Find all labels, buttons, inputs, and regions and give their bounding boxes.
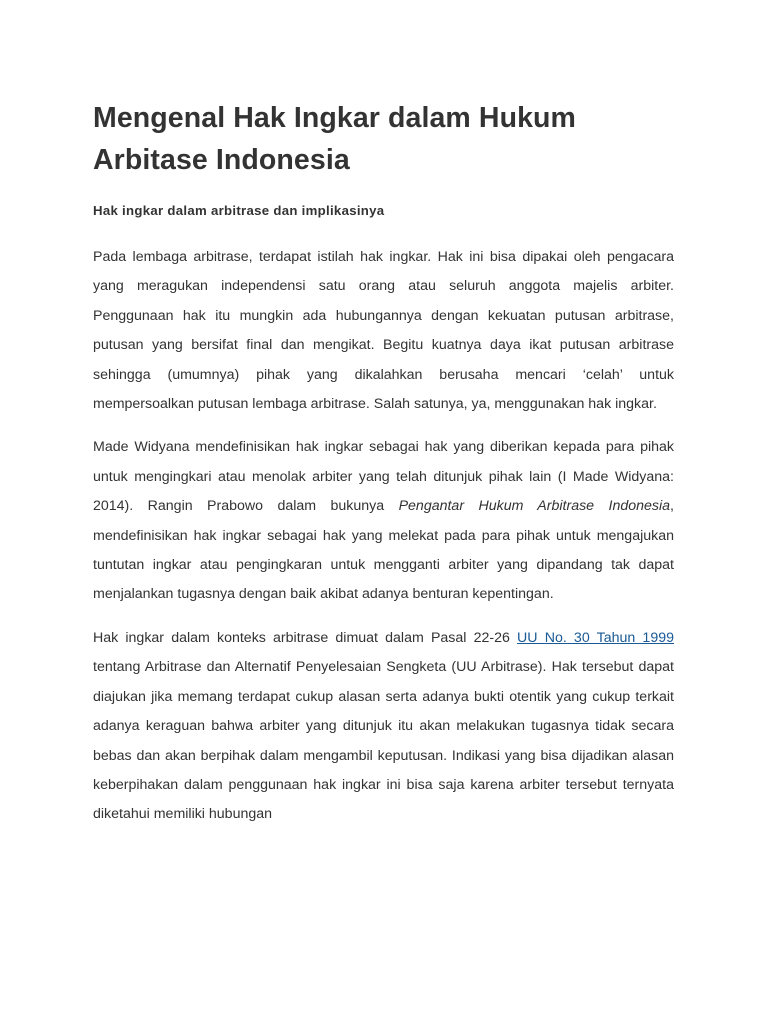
paragraph-3 (93, 624, 674, 830)
paragraph-3-text-b: tentang Arbitrase dan Alternatif Penyelesaian Sengketa (UU Arbitrase). Hak tersebut dapat diajukan jika memang terdapat cukup alasan serta adanya bukti otentik yang cukup terkait adanya keraguan bahwa arbiter yang ditunjuk itu akan melakukan tugasnya tidak secara bebas dan akan berpihak dalam mengambil keputusan. Indikasi yang bisa dijadikan alasan keberpihakan dalam penggunaan hak ingkar ini bisa saja karena arbiter tersebut ternyata diketahui memiliki hubungan (93, 659, 674, 823)
paragraph-2-text-b: , mendefinisikan hak ingkar sebagai hak yang melekat pada para pihak untuk mengajukan tuntutan ingkar atau pengingkaran untuk mengganti arbiter yang dipandang tak dapat menjalankan tugasnya dengan baik akibat adanya benturan kepentingan. (93, 498, 674, 603)
book-title: Pengantar Hukum Arbitrase Indonesia (398, 498, 671, 515)
paragraph-2-text-a: Made Widyana mendefinisikan hak ingkar sebagai hak yang diberikan kepada para pihak untuk mengingkari atau menolak arbiter yang telah ditunjuk pihak lain (I Made Widyana: 2014). Rangin Prabowo dalam bukunya (93, 439, 674, 515)
paragraph-3-text-a: Hak ingkar dalam konteks arbitrase dimuat dalam Pasal 22-26 (93, 629, 518, 646)
law-link[interactable]: UU No. 30 Tahun 1999 (517, 629, 674, 646)
paragraph-1: Pada lembaga arbitrase, terdapat istilah hak ingkar. Hak ini bisa dipakai oleh pengacara yang meragukan independensi satu orang atau seluruh anggota majelis arbiter. Penggunaan hak itu mungkin ada hubungannya dengan kekuatan putusan arbitrase, putusan yang bersifat final dan mengikat. Begitu kuatnya daya ikat putusan arbitrase sehingga (umumnya) pihak yang dikalahkan berusaha mencari ‘celah’ untuk mempersoalkan putusan lembaga arbitrase. Salah satunya, ya, menggunakan hak ingkar. (93, 249, 674, 413)
article-subtitle: Hak ingkar dalam arbitrase dan implikasinya (93, 203, 385, 218)
document-page (93, 97, 674, 830)
article-title: Mengenal Hak Ingkar dalam Hukum Arbitase Indonesia (93, 102, 576, 176)
paragraph-2 (93, 433, 674, 609)
